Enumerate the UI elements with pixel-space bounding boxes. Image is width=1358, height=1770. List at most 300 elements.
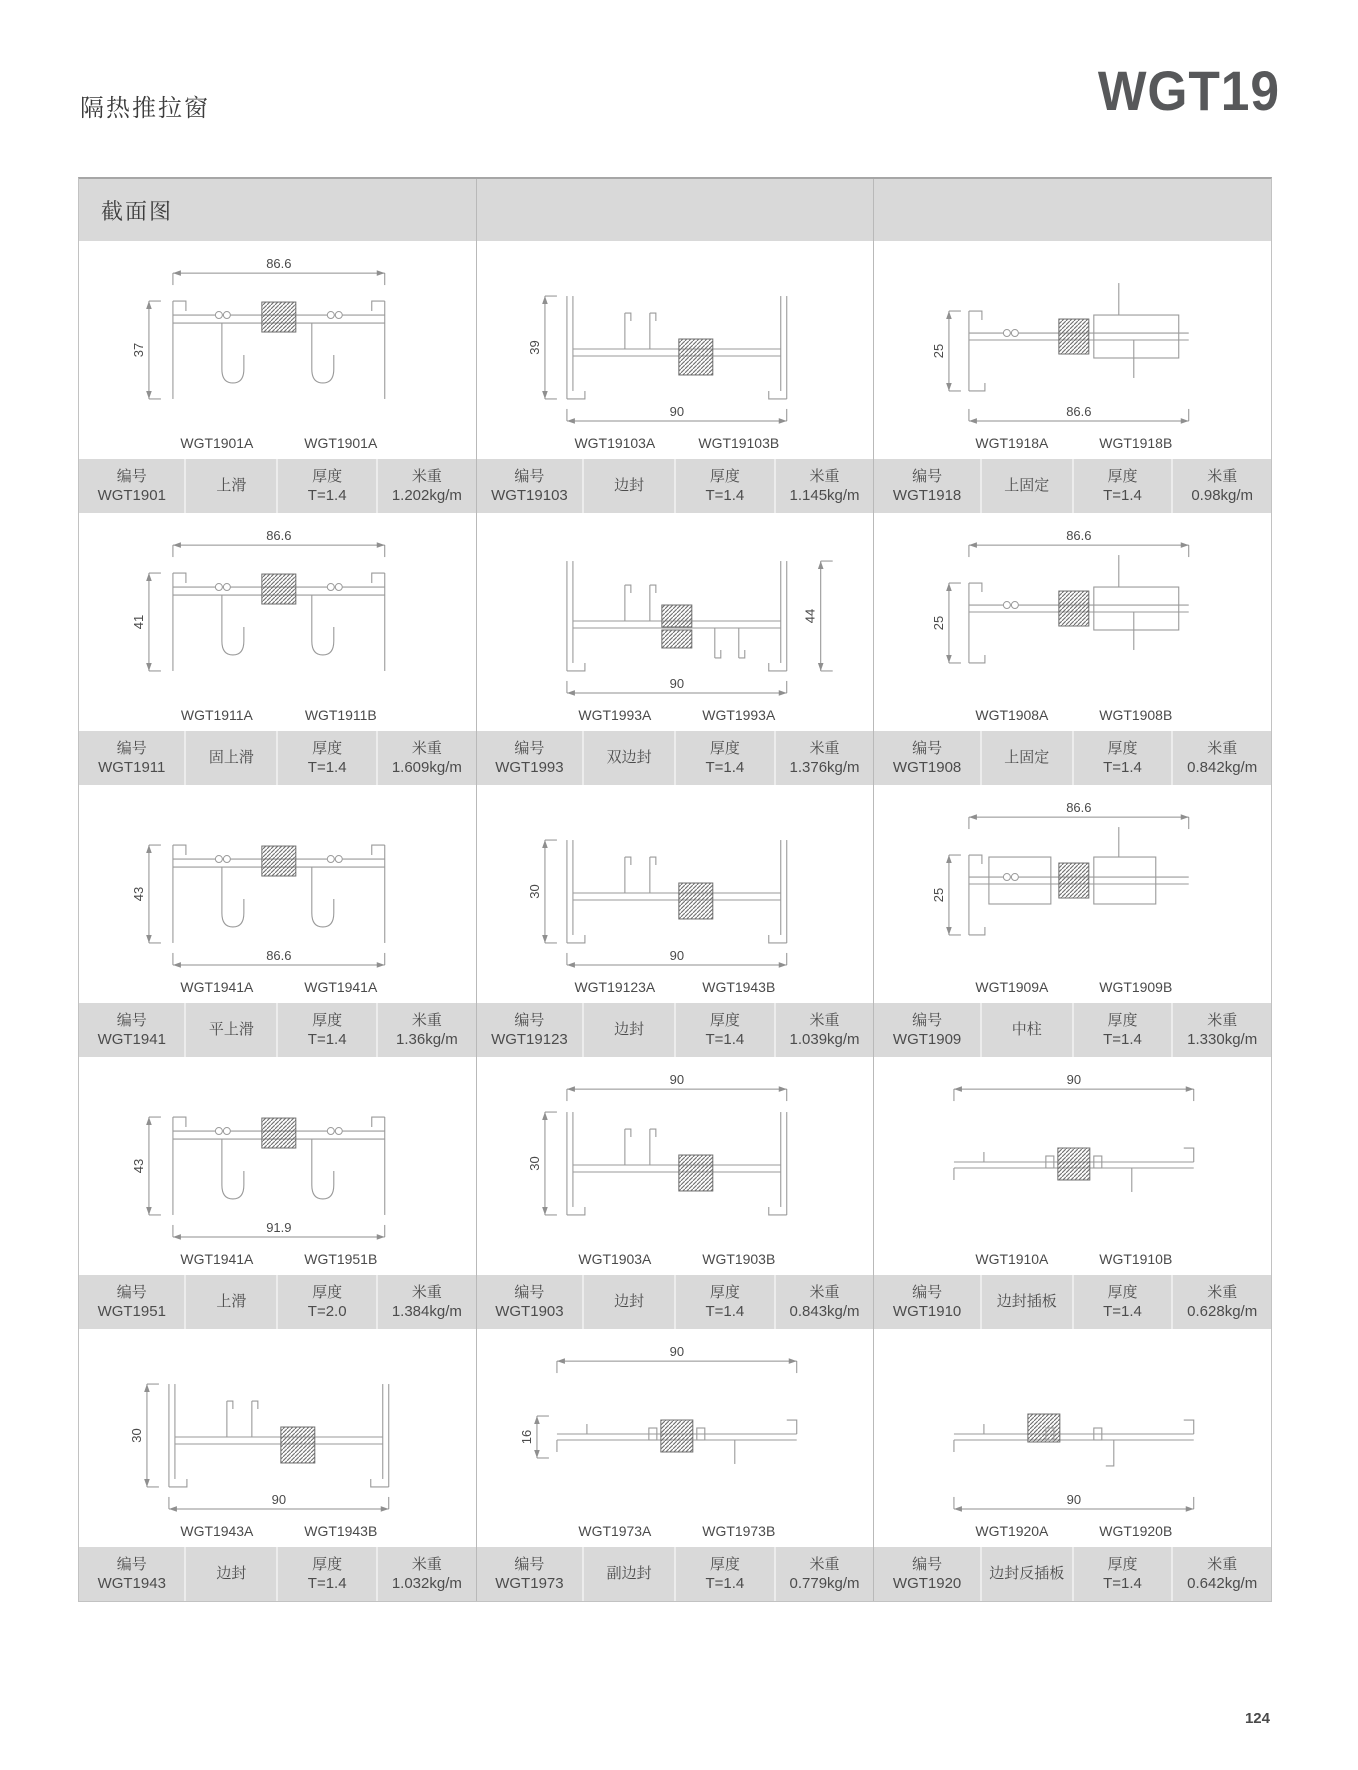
spec-name-cell — [582, 1003, 674, 1057]
weight-field-label: 米重 — [809, 739, 840, 757]
profile-line — [1004, 874, 1011, 881]
profile-line — [223, 584, 230, 591]
profile-part-label: WGT1911B — [304, 706, 377, 723]
spec-weight-cell — [376, 1003, 476, 1057]
profile-line — [1012, 602, 1019, 609]
dimension-arrow — [946, 383, 952, 391]
dimension-arrow — [534, 1416, 540, 1424]
profile-line — [1094, 315, 1179, 358]
profile-diagram — [477, 1329, 874, 1547]
dimension-label: 90 — [669, 1072, 684, 1088]
spec-code-cell — [874, 1547, 979, 1601]
spec-name-cell — [582, 731, 674, 785]
spec-weight-cell — [376, 459, 476, 513]
dimension-label: 90 — [669, 1344, 684, 1360]
dimension-arrow — [144, 1479, 150, 1487]
profile-line — [215, 856, 222, 863]
spec-bar — [477, 1275, 874, 1329]
dimension-label: 86.6 — [266, 947, 292, 963]
weight-value: 1.202kg/m — [391, 487, 462, 504]
profile-line — [223, 312, 230, 319]
dimension-arrow — [969, 542, 977, 548]
profile-part-label: WGT1943B — [701, 978, 775, 995]
profile-diagram — [79, 1057, 476, 1275]
dimension-arrow — [144, 1384, 150, 1392]
profile-line — [1012, 874, 1019, 881]
thickness-field-label: 厚度 — [1107, 1555, 1138, 1573]
weight-value: 1.032kg/m — [391, 1575, 462, 1592]
thermal-break-hatch — [1058, 1148, 1090, 1180]
profile-line — [252, 1401, 258, 1409]
profile-line — [335, 584, 342, 591]
weight-field-label: 米重 — [1207, 1555, 1238, 1573]
code-field-label: 编号 — [116, 1283, 147, 1301]
profile-line — [768, 663, 786, 671]
profile-line — [223, 1128, 230, 1135]
dimension-arrow — [954, 1086, 962, 1092]
dimension-arrow — [146, 1207, 152, 1215]
spec-code-cell — [477, 1547, 582, 1601]
profile-diagram — [874, 1329, 1271, 1547]
profile-line — [222, 323, 244, 383]
spec-bar — [477, 1003, 874, 1057]
spec-thickness-cell — [276, 731, 376, 785]
spec-thickness-cell — [674, 1003, 774, 1057]
profile-cell — [79, 241, 476, 513]
dimension-arrow — [946, 583, 952, 591]
spec-bar — [477, 1547, 874, 1601]
thickness-value: T=1.4 — [307, 1575, 347, 1592]
thermal-break-hatch — [281, 1427, 315, 1463]
profile-line — [969, 311, 982, 320]
profile-line — [768, 391, 786, 399]
dimension-label: 86.6 — [266, 528, 292, 544]
thickness-value: T=1.4 — [1103, 1303, 1142, 1320]
dimension-label: 43 — [130, 1158, 146, 1174]
spec-code-cell — [477, 459, 582, 513]
dimension-arrow — [778, 418, 786, 424]
code-value: WGT1903 — [495, 1303, 564, 1320]
profile-line — [327, 1128, 334, 1135]
spec-bar — [79, 1003, 476, 1057]
profile-line — [768, 935, 786, 943]
profile-diagram — [79, 1329, 476, 1547]
dimension-arrow — [542, 1112, 548, 1120]
profile-diagram — [79, 785, 476, 1003]
weight-field-label: 米重 — [1207, 739, 1238, 757]
weight-value: 1.609kg/m — [391, 759, 462, 776]
profile-part-label: WGT1993A — [578, 706, 652, 723]
profile-part-label: WGT1920A — [975, 1522, 1049, 1539]
profile-table — [78, 177, 1272, 1602]
profile-line — [227, 1401, 233, 1409]
dimension-arrow — [146, 845, 152, 853]
dimension-arrow — [146, 391, 152, 399]
code-value: WGT1920 — [892, 1575, 962, 1592]
weight-field-label: 米重 — [809, 467, 840, 485]
spec-weight-cell — [376, 731, 476, 785]
code-field-label: 编号 — [912, 1283, 943, 1301]
profile-line — [989, 857, 1051, 904]
thermal-break-hatch — [262, 846, 296, 876]
profile-name: 边封 — [614, 1293, 645, 1311]
thickness-value: T=1.4 — [705, 1031, 745, 1048]
thickness-value: T=1.4 — [307, 1031, 347, 1048]
spec-thickness-cell — [276, 1275, 376, 1329]
profile-part-label: WGT1909B — [1099, 978, 1173, 995]
dimension-arrow — [1186, 1086, 1194, 1092]
dimension-arrow — [1186, 1506, 1194, 1512]
spec-name-cell — [184, 1547, 276, 1601]
dimension-arrow — [542, 840, 548, 848]
code-value: WGT1941 — [97, 1031, 166, 1048]
thickness-field-label: 厚度 — [312, 739, 343, 757]
code-field-label: 编号 — [514, 1283, 545, 1301]
profile-line — [372, 1117, 385, 1127]
thermal-break-hatch — [262, 1118, 296, 1148]
code-field-label: 编号 — [514, 739, 545, 757]
dimension-arrow — [377, 542, 385, 548]
profile-diagram — [477, 785, 874, 1003]
profile-part-label: WGT1993A — [701, 706, 775, 723]
profile-cell — [476, 241, 874, 513]
thickness-field-label: 厚度 — [1107, 467, 1138, 485]
spec-name-cell — [980, 1275, 1072, 1329]
spec-bar — [874, 731, 1271, 785]
profile-name: 边封 — [614, 477, 645, 495]
profile-diagram — [874, 1057, 1271, 1275]
profile-part-label: WGT1920B — [1099, 1522, 1173, 1539]
dimension-arrow — [146, 301, 152, 309]
dimension-arrow — [567, 690, 575, 696]
profile-part-label: WGT1918A — [975, 434, 1049, 451]
table-header — [79, 179, 1271, 241]
weight-field-label: 米重 — [809, 1011, 840, 1029]
spec-bar — [874, 1003, 1271, 1057]
thickness-field-label: 厚度 — [709, 1283, 740, 1301]
spec-name-cell — [582, 459, 674, 513]
profile-line — [312, 323, 334, 383]
profile-cell — [476, 785, 874, 1057]
profile-part-label: WGT1909A — [975, 978, 1049, 995]
profile-diagram — [477, 1057, 874, 1275]
spec-bar — [477, 459, 874, 513]
profile-part-label: WGT1943B — [304, 1522, 378, 1539]
code-field-label: 编号 — [116, 1555, 147, 1573]
dimension-arrow — [567, 1086, 575, 1092]
profile-line — [714, 650, 720, 658]
profile-cell — [476, 1329, 874, 1601]
dimension-arrow — [173, 1234, 181, 1240]
dimension-arrow — [557, 1358, 565, 1364]
profile-line — [1106, 1440, 1114, 1466]
weight-value: 1.145kg/m — [789, 487, 860, 504]
weight-field-label: 米重 — [411, 467, 442, 485]
profile-part-label: WGT1951B — [304, 1250, 378, 1267]
thickness-field-label: 厚度 — [709, 1555, 740, 1573]
profile-diagram — [79, 513, 476, 731]
spec-thickness-cell — [674, 731, 774, 785]
thickness-value: T=2.0 — [307, 1303, 347, 1320]
spec-bar — [79, 731, 476, 785]
thickness-value: T=1.4 — [1103, 1031, 1142, 1048]
table-body — [79, 241, 1271, 1601]
page-number: 124 — [1244, 1710, 1270, 1727]
dimension-label: 86.6 — [1066, 528, 1092, 544]
profile-line — [222, 867, 244, 927]
profile-cross-section — [79, 1057, 476, 1275]
spec-code-cell — [79, 1547, 184, 1601]
profile-line — [1012, 330, 1019, 337]
profile-line — [222, 1139, 244, 1199]
code-value: WGT19103 — [491, 487, 568, 504]
spec-code-cell — [874, 1275, 979, 1329]
dimension-arrow — [542, 296, 548, 304]
profile-part-label: WGT1903A — [578, 1250, 652, 1267]
profile-diagram — [79, 241, 476, 459]
section-title: 截面图 — [101, 198, 174, 224]
profile-cross-section — [79, 513, 476, 731]
profile-name: 边封 — [614, 1021, 645, 1039]
profile-line — [173, 573, 186, 583]
thickness-value: T=1.4 — [705, 487, 745, 504]
profile-part-label: WGT1941A — [180, 978, 254, 995]
profile-cross-section — [874, 785, 1271, 1003]
dimension-arrow — [542, 1207, 548, 1215]
profile-line — [969, 383, 985, 391]
profile-cross-section — [79, 241, 476, 459]
code-value: WGT1909 — [892, 1031, 962, 1048]
dimension-label: 90 — [1066, 1072, 1082, 1088]
profile-line — [625, 585, 631, 593]
dimension-arrow — [169, 1506, 177, 1512]
thermal-break-hatch — [662, 630, 692, 648]
dimension-label: 25 — [931, 343, 947, 359]
dimension-label: 16 — [518, 1429, 534, 1445]
profile-part-label: WGT1903B — [701, 1250, 775, 1267]
profile-cross-section — [477, 241, 874, 459]
code-field-label: 编号 — [912, 1011, 943, 1029]
profile-part-label: WGT1941A — [180, 1250, 254, 1267]
profile-line — [1184, 1420, 1194, 1434]
spec-weight-cell — [1171, 459, 1271, 513]
spec-name-cell — [582, 1547, 674, 1601]
weight-field-label: 米重 — [1207, 467, 1238, 485]
code-field-label: 编号 — [912, 1555, 943, 1573]
dimension-arrow — [1181, 418, 1189, 424]
spec-thickness-cell — [276, 459, 376, 513]
thermal-break-hatch — [1059, 863, 1089, 898]
thickness-field-label: 厚度 — [312, 1283, 343, 1301]
weight-value: 0.843kg/m — [789, 1303, 860, 1320]
profile-line — [173, 845, 186, 855]
profile-cross-section — [477, 1057, 874, 1275]
spec-thickness-cell — [276, 1547, 376, 1601]
page-title: 隔热推拉窗 — [80, 95, 210, 122]
thermal-break-hatch — [1059, 591, 1089, 626]
profile-part-label: WGT1901A — [180, 434, 254, 451]
thickness-field-label: 厚度 — [1107, 739, 1138, 757]
thickness-value: T=1.4 — [307, 759, 347, 776]
profile-name: 上滑 — [216, 1293, 247, 1311]
dimension-label: 30 — [526, 1156, 542, 1171]
profile-cross-section — [874, 1329, 1271, 1547]
profile-line — [335, 1128, 342, 1135]
thickness-field-label: 厚度 — [709, 739, 740, 757]
spec-name-cell — [582, 1275, 674, 1329]
profile-part-label: WGT1911A — [180, 706, 253, 723]
thermal-break-hatch — [679, 883, 713, 919]
table-row — [79, 1329, 1271, 1601]
profile-name: 平上滑 — [208, 1021, 254, 1039]
dimension-arrow — [173, 270, 181, 276]
thermal-break-hatch — [262, 302, 296, 332]
profile-cross-section — [79, 1329, 476, 1547]
profile-line — [312, 1139, 334, 1199]
profile-line — [786, 1420, 796, 1434]
dimension-label: 91.9 — [266, 1219, 292, 1235]
profile-cell — [79, 513, 476, 785]
dimension-label: 86.6 — [1066, 403, 1092, 419]
dimension-arrow — [377, 962, 385, 968]
dimension-arrow — [946, 855, 952, 863]
thermal-break-hatch — [262, 574, 296, 604]
dimension-label: 25 — [931, 615, 947, 631]
profile-name: 边封反插板 — [989, 1565, 1065, 1583]
dimension-label: 39 — [526, 340, 542, 355]
code-field-label: 编号 — [514, 1555, 545, 1573]
dimension-arrow — [381, 1506, 389, 1512]
thickness-field-label: 厚度 — [709, 1011, 740, 1029]
spec-thickness-cell — [276, 1003, 376, 1057]
dimension-arrow — [946, 311, 952, 319]
table-row — [79, 241, 1271, 513]
code-value: WGT1918 — [892, 487, 962, 504]
profile-line — [223, 856, 230, 863]
code-value: WGT1943 — [97, 1575, 166, 1592]
weight-field-label: 米重 — [411, 1283, 442, 1301]
profile-line — [1094, 857, 1156, 904]
profile-line — [650, 313, 656, 321]
profile-line — [335, 856, 342, 863]
dimension-arrow — [946, 655, 952, 663]
spec-bar — [874, 1275, 1271, 1329]
weight-field-label: 米重 — [1207, 1283, 1238, 1301]
weight-value: 1.376kg/m — [789, 759, 860, 776]
profile-line — [312, 867, 334, 927]
spec-bar — [79, 1547, 476, 1601]
profile-part-label: WGT19123A — [574, 978, 655, 995]
dimension-arrow — [146, 935, 152, 943]
thickness-value: T=1.4 — [705, 1303, 745, 1320]
dimension-arrow — [1181, 542, 1189, 548]
code-value: WGT1910 — [892, 1303, 962, 1320]
code-field-label: 编号 — [514, 1011, 545, 1029]
dimension-arrow — [788, 1358, 796, 1364]
profile-line — [372, 573, 385, 583]
spec-thickness-cell — [1072, 1547, 1172, 1601]
dimension-label: 90 — [1066, 1491, 1082, 1507]
profile-part-label: WGT1910A — [975, 1250, 1049, 1267]
spec-weight-cell — [774, 459, 874, 513]
profile-part-label: WGT19103A — [574, 434, 655, 451]
weight-value: 0.842kg/m — [1187, 759, 1258, 776]
dimension-arrow — [542, 935, 548, 943]
spec-bar — [874, 459, 1271, 513]
thermal-break-hatch — [661, 1420, 693, 1452]
dimension-arrow — [818, 561, 824, 569]
dimension-label: 90 — [669, 675, 684, 691]
dimension-label: 41 — [130, 614, 146, 630]
code-value: WGT1901 — [97, 487, 166, 504]
thickness-field-label: 厚度 — [312, 467, 343, 485]
spec-thickness-cell — [674, 1547, 774, 1601]
dimension-arrow — [173, 542, 181, 548]
profile-cell — [476, 513, 874, 785]
spec-weight-cell — [774, 731, 874, 785]
profile-line — [335, 312, 342, 319]
profile-name: 上固定 — [1004, 477, 1050, 495]
thickness-field-label: 厚度 — [312, 1555, 343, 1573]
profile-line — [327, 584, 334, 591]
code-value: WGT1993 — [495, 759, 564, 776]
profile-cell — [79, 785, 476, 1057]
thickness-value: T=1.4 — [1103, 759, 1142, 776]
profile-line — [969, 855, 982, 864]
profile-line — [312, 595, 334, 655]
spec-code-cell — [79, 1275, 184, 1329]
thickness-value: T=1.4 — [1103, 1575, 1142, 1592]
profile-name: 双边封 — [606, 749, 652, 767]
spec-weight-cell — [774, 1547, 874, 1601]
code-field-label: 编号 — [912, 467, 943, 485]
profile-part-label: WGT1941A — [304, 978, 378, 995]
dimension-label: 90 — [669, 947, 684, 963]
spec-thickness-cell — [1072, 1003, 1172, 1057]
weight-value: 0.779kg/m — [789, 1575, 860, 1592]
profile-part-label: WGT1973B — [701, 1522, 775, 1539]
spec-name-cell — [184, 1275, 276, 1329]
profile-line — [327, 856, 334, 863]
weight-value: 0.98kg/m — [1191, 487, 1254, 504]
dimension-arrow — [778, 1086, 786, 1092]
table-row — [79, 1057, 1271, 1329]
profile-line — [215, 312, 222, 319]
spec-weight-cell — [1171, 731, 1271, 785]
dimension-label: 30 — [526, 884, 542, 899]
spec-name-cell — [980, 731, 1072, 785]
profile-cross-section — [477, 513, 874, 731]
dimension-label: 86.6 — [266, 256, 292, 272]
profile-cell — [873, 241, 1271, 513]
dimension-label: 37 — [130, 342, 146, 358]
spec-code-cell — [79, 459, 184, 513]
profile-cross-section — [79, 785, 476, 1003]
spec-bar — [79, 459, 476, 513]
spec-bar — [874, 1547, 1271, 1601]
spec-weight-cell — [376, 1275, 476, 1329]
dimension-arrow — [567, 418, 575, 424]
weight-value: 1.039kg/m — [789, 1031, 860, 1048]
profile-line — [650, 857, 656, 865]
profile-part-label: WGT19103B — [698, 434, 779, 451]
profile-line — [1094, 587, 1179, 630]
spec-code-cell — [477, 1003, 582, 1057]
profile-line — [650, 1129, 656, 1137]
spec-name-cell — [980, 459, 1072, 513]
spec-bar — [477, 731, 874, 785]
profile-line — [222, 595, 244, 655]
